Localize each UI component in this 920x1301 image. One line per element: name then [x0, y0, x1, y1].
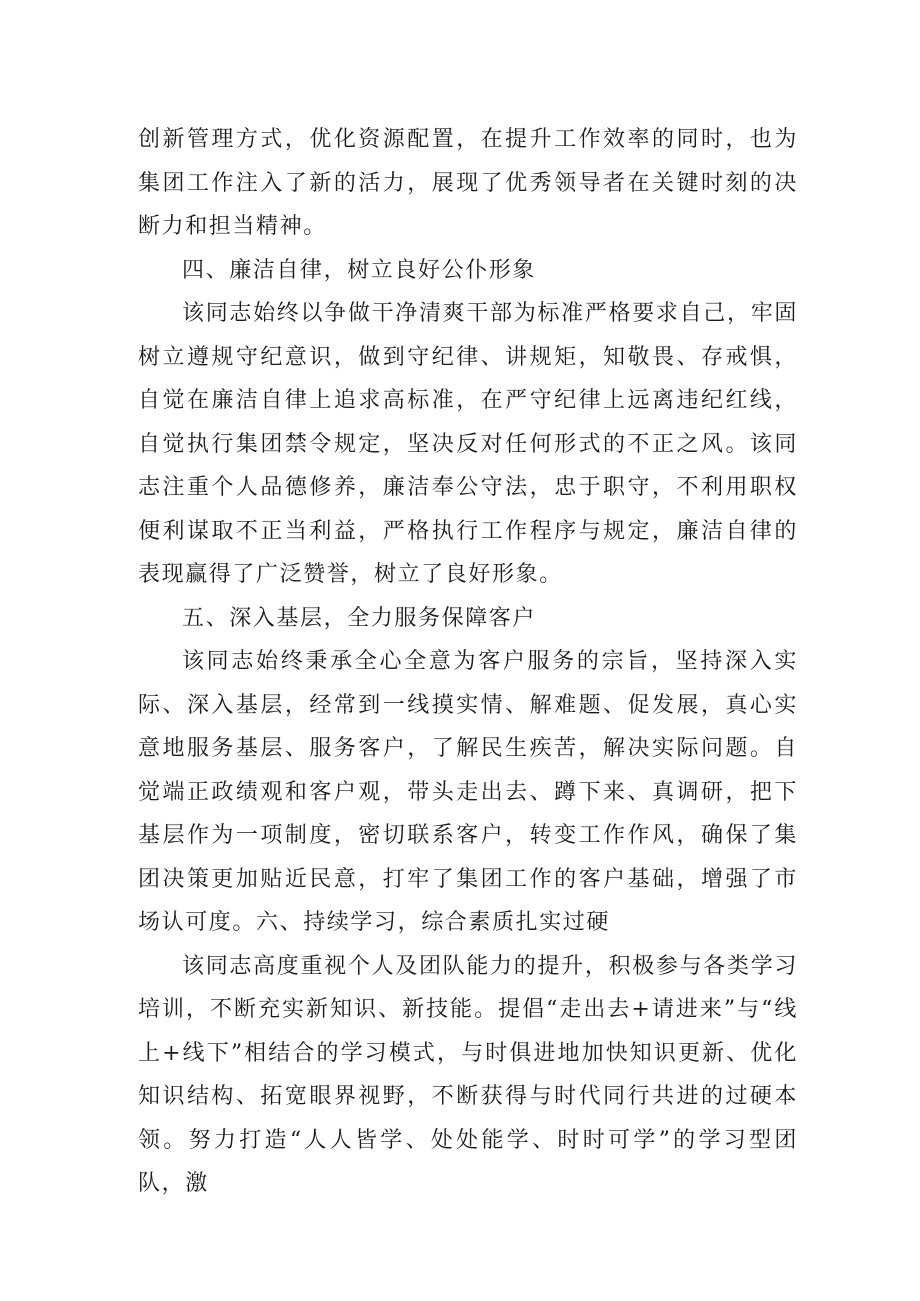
paragraph-learning: 该同志高度重视个人及团队能力的提升，积极参与各类学习培训，不断充实新知识、新技能。提倡“走出去+请进来”与“线上+线下”相结合的学习模式，与时俱进地加快知识更新、优化知识结构、拓宽眼界视野，不断获得与时代同行共进的过硬本领。努力打造“人人皆学、处处能学、时时可学”的学习型团队，激: [138, 953, 798, 1196]
paragraph-grassroots: 该同志始终秉承全心全意为客户服务的宗旨，坚持深入实际、深入基层，经常到一线摸实情、解难题、促发展，真心实意地服务基层、服务客户，了解民生疾苦，解决实际问题。自觉端正政绩观和客户观，带头走出去、蹲下来、真调研，把下基层作为一项制度，密切联系客户，转变工作作风，确保了集团决策更加贴近民意，打牢了集团工作的客户基础，增强了市场认可度。六、持续学习，综合素质扎实过硬: [138, 649, 798, 935]
section-heading-5: 五、深入基层，全力服务保障客户: [182, 605, 537, 631]
section-heading-4: 四、廉洁自律，树立良好公仆形象: [182, 257, 537, 283]
paragraph-integrity: 该同志始终以争做干净清爽干部为标准严格要求自己，牢固树立遵规守纪意识，做到守纪律、讲规矩，知敬畏、存戒惧，自觉在廉洁自律上追求高标准，在严守纪律上远离违纪红线，自觉执行集团禁令规定，坚决反对任何形式的不正之风。该同志注重个人品德修养，廉洁奉公守法，忠于职守，不利用职权便利谋取不正当利益，严格执行工作程序与规定，廉洁自律的表现赢得了广泛赞誉，树立了良好形象。: [138, 301, 798, 587]
document-body: [138, 118, 798, 1206]
paragraph-continuation: 创新管理方式，优化资源配置，在提升工作效率的同时，也为集团工作注入了新的活力，展现了优秀领导者在关键时刻的决断力和担当精神。: [138, 127, 798, 239]
